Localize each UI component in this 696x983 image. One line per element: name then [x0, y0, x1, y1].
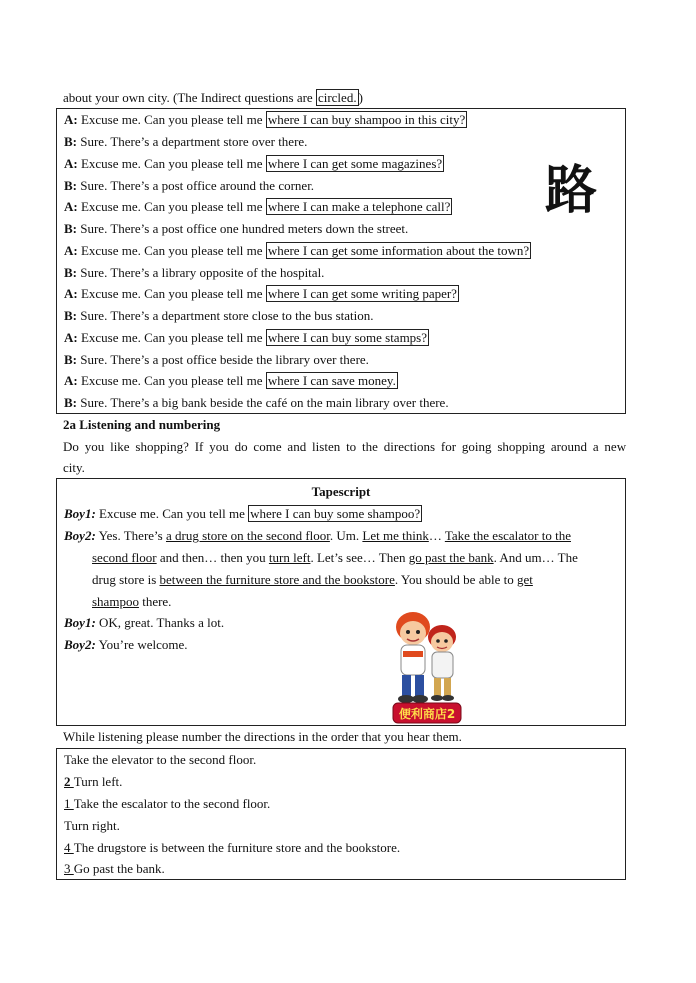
direction-number: 3	[64, 861, 71, 876]
svg-text:便利商店2: 便利商店2	[398, 707, 456, 721]
conversation-line	[64, 156, 444, 172]
intro-line	[63, 90, 363, 106]
underlined-phrase: second floor	[92, 550, 157, 565]
direction-item	[64, 840, 400, 856]
answer-text: Sure. There’s a post office around the corner.	[80, 178, 315, 193]
line-text: You’re welcome.	[98, 637, 188, 652]
conversation-line	[64, 373, 398, 389]
answer-text: Sure. There’s a post office one hundred meters down the street.	[80, 221, 409, 236]
underlined-phrase: between the furniture store and the bookstore	[159, 572, 395, 587]
intro-close-paren: )	[358, 90, 363, 105]
line-text: Excuse me. Can you tell me	[99, 506, 245, 521]
underlined-phrase: go past the bank	[408, 550, 494, 565]
cartoon-logo-illustration	[387, 607, 467, 725]
direction-number: 4	[64, 840, 71, 855]
direction-number: 2	[64, 774, 71, 789]
underlined-phrase: Take the escalator to the	[444, 528, 571, 543]
line-text: there.	[142, 594, 172, 609]
speaker-label: A:	[64, 373, 78, 388]
conversation-line	[64, 330, 429, 346]
speaker-label: A:	[64, 243, 78, 258]
direction-item	[64, 796, 270, 812]
answer-text: Sure. There’s a department store over there.	[80, 134, 308, 149]
question-prefix: Excuse me. Can you please tell me	[80, 112, 263, 127]
direction-item	[64, 818, 120, 834]
speaker-label: Boy1:	[64, 506, 96, 521]
line-text: and then… then you	[159, 550, 266, 565]
section-heading-text: 2a Listening and numbering	[63, 417, 221, 432]
speaker-label: B:	[64, 352, 77, 367]
circled-question: where I can get some information about the town?	[267, 243, 530, 258]
section-prompt-text-2: city.	[63, 460, 85, 475]
line-text: . And um… The	[493, 550, 578, 565]
speaker-label: Boy1:	[64, 615, 96, 630]
tapescript-title	[57, 484, 625, 500]
section-prompt-line-1	[63, 439, 632, 455]
speaker-label: B:	[64, 395, 77, 410]
direction-text: Turn right.	[64, 818, 120, 833]
conversation-line	[64, 221, 408, 237]
speaker-label: A:	[64, 156, 78, 171]
line-text: …	[428, 528, 442, 543]
conversation-line	[64, 265, 324, 281]
conversation-line	[64, 112, 467, 128]
direction-text: The drugstore is between the furniture store and the bookstore.	[73, 840, 401, 855]
tapescript-line-2b	[92, 550, 578, 566]
line-text: Yes. There’s	[98, 528, 163, 543]
circled-question: where I can save money.	[267, 373, 396, 388]
circled-question: where I can get some magazines?	[267, 156, 443, 171]
question-prefix: Excuse me. Can you please tell me	[80, 373, 263, 388]
conversation-line	[64, 308, 374, 324]
conversation-line	[64, 243, 531, 259]
answer-text: Sure. There’s a big bank beside the café on the main library over there.	[80, 395, 449, 410]
section-prompt-line-2	[63, 460, 85, 476]
conversation-line	[64, 199, 452, 215]
line-text: . You should be able to	[394, 572, 514, 587]
line-text: . Let’s see… Then	[310, 550, 406, 565]
directions-box	[56, 748, 626, 880]
tapescript-title-text: Tapescript	[311, 484, 371, 499]
speaker-label: A:	[64, 199, 78, 214]
boxed-question: where I can buy some shampoo?	[250, 506, 421, 521]
tapescript-line-3	[64, 615, 224, 631]
underlined-phrase: a drug store on the second floor	[165, 528, 330, 543]
question-prefix: Excuse me. Can you please tell me	[80, 330, 263, 345]
speaker-label: A:	[64, 286, 78, 301]
circled-question: where I can buy shampoo in this city?	[267, 112, 466, 127]
direction-number: 1	[64, 796, 71, 811]
tapescript-line-1	[64, 506, 422, 522]
conversation-box	[56, 108, 626, 414]
circled-question: where I can buy some stamps?	[267, 330, 428, 345]
circled-question: where I can make a telephone call?	[267, 199, 451, 214]
circled-word: circled.	[317, 90, 357, 105]
conversation-line	[64, 134, 307, 150]
direction-text: Take the elevator to the second floor.	[64, 752, 257, 767]
line-text: drug store is	[92, 572, 157, 587]
tapescript-line-4	[64, 637, 188, 653]
section-heading	[63, 417, 220, 433]
direction-text: Turn left.	[73, 774, 123, 789]
speaker-label: B:	[64, 308, 77, 323]
direction-item	[64, 752, 256, 768]
answer-text: Sure. There’s a library opposite of the hospital.	[80, 265, 325, 280]
speaker-label: B:	[64, 265, 77, 280]
cartoon-characters-icon	[387, 607, 467, 725]
tapescript-line-2a	[64, 528, 571, 544]
underlined-phrase: get	[516, 572, 533, 587]
conversation-line	[64, 286, 459, 302]
circled-question: where I can get some writing paper?	[267, 286, 457, 301]
speaker-label: A:	[64, 112, 78, 127]
question-prefix: Excuse me. Can you please tell me	[80, 286, 263, 301]
speaker-label: Boy2:	[64, 528, 96, 543]
underlined-phrase: shampoo	[92, 594, 139, 609]
answer-text: Sure. There’s a post office beside the library over there.	[80, 352, 369, 367]
instruction-text: While listening please number the directions in the order that you hear them.	[63, 729, 462, 744]
section-prompt-text-1: Do you like shopping? If you do come and listen to the directions for going shopping around a new	[63, 439, 627, 454]
speaker-label: B:	[64, 221, 77, 236]
tapescript-line-2d	[92, 594, 171, 610]
intro-text: about your own city. (The Indirect questions are	[63, 90, 313, 105]
instruction-line	[63, 729, 462, 745]
question-prefix: Excuse me. Can you please tell me	[80, 199, 263, 214]
conversation-line	[64, 178, 314, 194]
conversation-line	[64, 395, 449, 411]
conversation-line	[64, 352, 369, 368]
question-prefix: Excuse me. Can you please tell me	[80, 243, 263, 258]
tapescript-box	[56, 478, 626, 726]
speaker-label: A:	[64, 330, 78, 345]
line-text: . Um.	[329, 528, 360, 543]
speaker-label: B:	[64, 178, 77, 193]
answer-text: Sure. There’s a department store close to the bus station.	[80, 308, 374, 323]
speaker-label: Boy2:	[64, 637, 96, 652]
direction-text: Go past the bank.	[73, 861, 165, 876]
line-text: OK, great. Thanks a lot.	[99, 615, 225, 630]
direction-item	[64, 774, 122, 790]
underlined-phrase: turn left	[268, 550, 311, 565]
underlined-phrase: Let me think	[362, 528, 429, 543]
direction-item	[64, 861, 165, 877]
speaker-label: B:	[64, 134, 77, 149]
question-prefix: Excuse me. Can you please tell me	[80, 156, 263, 171]
tapescript-line-2c	[92, 572, 533, 588]
direction-text: Take the escalator to the second floor.	[73, 796, 271, 811]
chinese-character: 路	[545, 160, 598, 221]
